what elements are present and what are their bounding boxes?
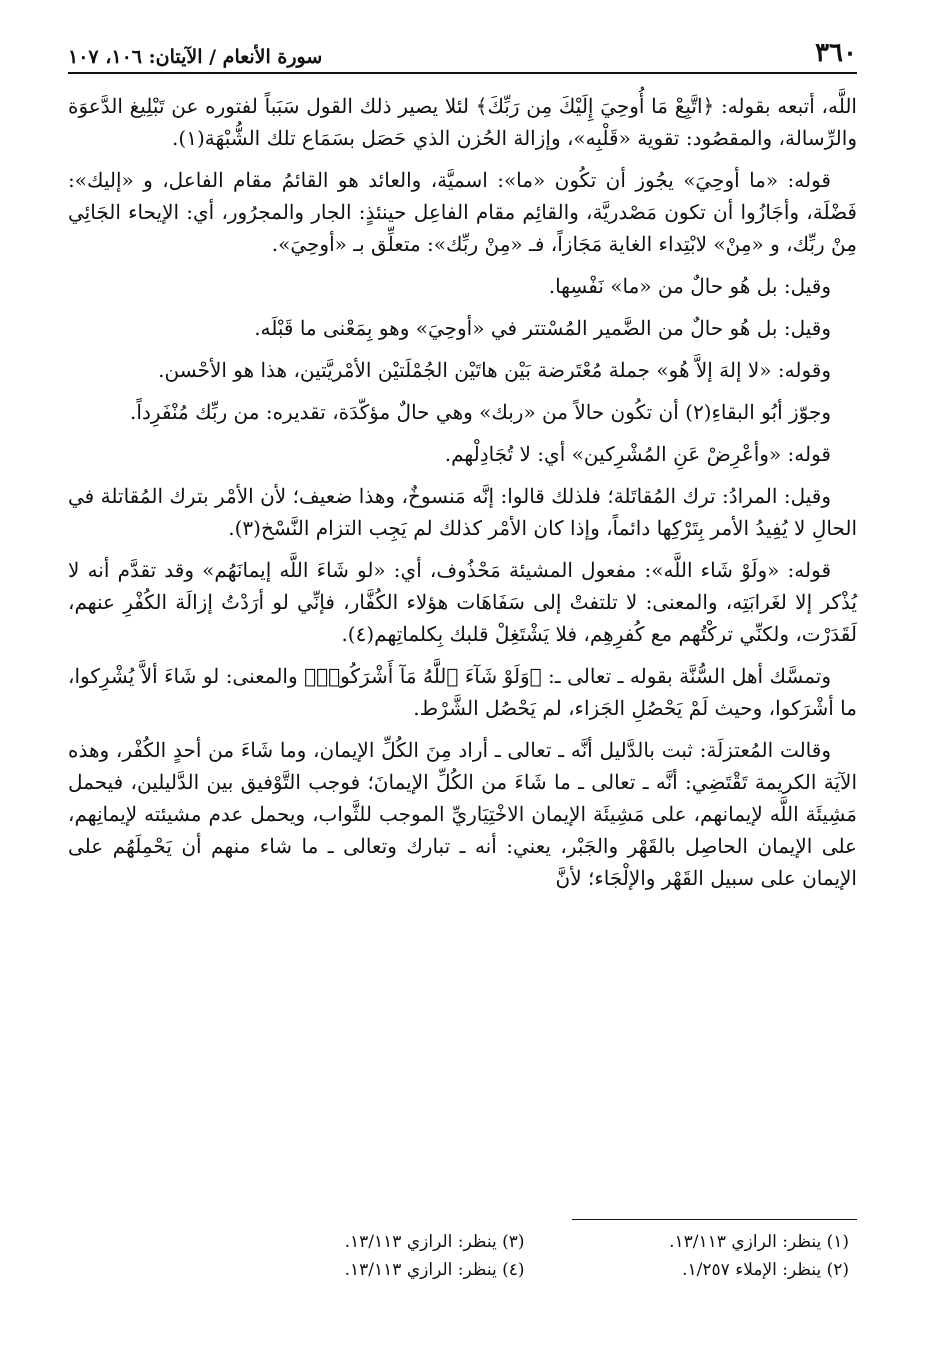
paragraph: وجوّز أبُو البقاءِ(٢) أن تكُون حالاً من «ربك» وهي حالٌ مؤكّدَة، تقديره: من ربِّك مُنْفَرِداً.	[130, 400, 831, 424]
main-text	[68, 90, 857, 904]
paragraph: وقيل: بل هُو حالٌ من «ما» نَفْسِها.	[548, 274, 831, 298]
footnote: (٤) ينظر: الرازي ١٣/١١٣.	[344, 1260, 525, 1280]
paragraph: قوله: «ولَوْ شَاء اللَّه»: مفعول المشيئة مَحْذُوف، أي: «لو شَاءَ اللَّه إيمانَهُم» وقد تقدَّم أنه لا يُذْكر إلا لغَرابَتِه، والمعنى: لا تلتفتْ إلى سَفَاهَات هؤلاء الكُفَّار، فإنِّي لو أرَدْتُ إزالَة الكُفْرِ عنهم، لَقَدَرْت، ولكنِّي تركْتُهم مع كُفرِهِم، فلا يَشْتَغِلْ قلبك بِكلماتِهم(٤).	[68, 558, 857, 646]
page-number: ٣٦٠	[815, 38, 857, 68]
paragraph: وتمسَّك أهل السُّنَّة بقوله ـ تعالى ـ: ﴿وَلَوْ شَآءَ ٱللَّهُ مَآ أَشْرَكُوا۟﴾ والمعنى: لو شَاءَ ألاَّ يُشْرِكوا، ما أشْرَكوا، وحيث لَمْ يَحْصُلِ الجَزاء، لم يَحْصُل الشَّرْط.	[68, 664, 857, 720]
footnote: (٣) ينظر: الرازي ١٣/١١٣.	[344, 1232, 525, 1252]
footnote-separator	[572, 1219, 857, 1220]
paragraph: قوله: «ما أوحِيَ» يجُوز أن تكُون «ما»: اسميَّة، والعائد هو القائمُ مقام الفاعل، و «إليك»: فَضْلَة، وأجَازُوا أن تكون مَصْدريَّة، والقائِم مقام الفاعِل حينئذٍ: الجار والمجرُور، أي: الإيحاء الجَائِي مِنْ ربِّك، و «مِنْ» لابْتِداء الغاية مَجَازاً، فـ «مِنْ ربِّك»: متعلِّق بـ «أوحِيَ».	[68, 168, 857, 256]
paragraph: اللَّه، أتبعه بقوله: ﴿اتَّبِعْ مَا أُوحِيَ إِلَيْكَ مِن رَبِّكَ﴾ لئلا يصير ذلك القول سَبَباً لفتوره عن تَبْلِيغ الدَّعوَة والرِّسالة، والمقصُود: تقوية «قَلْبِه»، وإزالة الحُزن الذي حَصَل بسَمَاع تلك الشُّبْهَة(١).	[68, 94, 857, 150]
footnote: (١) ينظر: الرازي ١٣/١١٣.	[669, 1232, 849, 1252]
footnotes	[230, 1232, 849, 1280]
surah-title: سورة الأنعام / الآيتان: ١٠٦، ١٠٧	[68, 46, 323, 68]
footnote: (٢) ينظر: الإملاء ١/٢٥٧.	[682, 1260, 849, 1280]
paragraph: قوله: «وأعْرِضْ عَنِ المُشْرِكين» أي: لا تُجَادِلْهم.	[444, 442, 831, 466]
page-header	[68, 34, 857, 74]
paragraph: وقيل: بل هُو حالٌ من الضَّمير المُسْتتر في «أوحِيَ» وهو بِمَعْنى ما قَبْلَه.	[254, 316, 831, 340]
paragraph: وقالت المُعتزلَة: ثبت بالدَّليل أنَّه ـ تعالى ـ أراد مِنَ الكُلِّ الإيمان، وما شَاءَ من أحدٍ الكُفْر، وهذه الآيَة الكريمة تَقْتَضِي: أنَّه ـ تعالى ـ ما شَاءَ من الكُلِّ الإيمانَ؛ فوجب التَّوْفيق بين الدَّليلين، فيحمل مَشِيئَة اللَّه لإيمانهم، على مَشِيئَة الإيمان الاخْتِيَاريِّ الموجب للثَّواب، ويحمل عدم مشيئته لإيمانِهم، على الإيمان الحاصِل بالقَهْر والجَبْر، يعني: أنه ـ تبارك وتعالى ـ ما شاء منهم أن يَحْمِلَهُم على الإيمان على سبيل القَهْر والإلْجَاء؛ لأنَّ	[68, 738, 857, 890]
paragraph: وقوله: «لا إلهَ إلاَّ هُو» جملة مُعْتَرضة بَيْن هاتَيْن الجُمْلَتيْن الأمْريَّتين، هذا هو الأحْسن.	[158, 358, 831, 382]
paragraph: وقيل: المرادُ: ترك المُقاتَلة؛ فلذلك قالوا: إنَّه مَنسوخٌ، وهذا ضعيف؛ لأن الأمْر بترك المُقاتلة في الحالِ لا يُفِيدُ الأمر بِتَرْكِها دائماً، وإذا كان الأمْر كذلك لم يَجِب التزام النَّسْخ(٣).	[68, 484, 857, 540]
